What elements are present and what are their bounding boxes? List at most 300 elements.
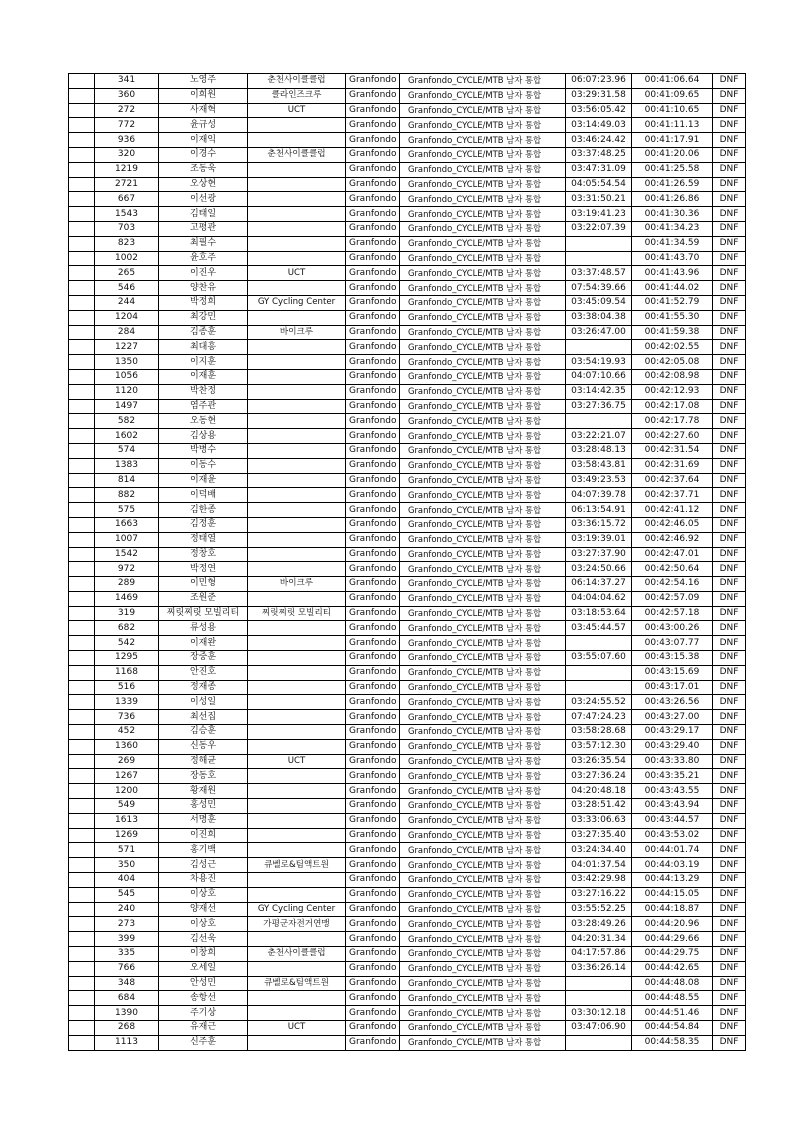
status-cell: DNF xyxy=(713,710,746,725)
table-row xyxy=(69,947,746,962)
team-cell xyxy=(248,843,346,858)
gap-cell: 00:41:44.02 xyxy=(632,281,713,296)
time-cell: 03:24:34.40 xyxy=(566,843,632,858)
time-cell: 06:13:54.91 xyxy=(566,503,632,518)
team-cell xyxy=(248,710,346,725)
bib-cell: 972 xyxy=(95,562,159,577)
gap-cell: 00:42:37.64 xyxy=(632,473,713,488)
bib-cell: 684 xyxy=(95,991,159,1006)
bib-cell: 766 xyxy=(95,961,159,976)
gap-cell: 00:41:43.70 xyxy=(632,251,713,266)
status-cell: DNF xyxy=(713,843,746,858)
bib-cell: 936 xyxy=(95,133,159,148)
bib-cell: 1663 xyxy=(95,517,159,532)
time-cell: 03:26:47.00 xyxy=(566,325,632,340)
course-cell: Granfondo_CYCLE/MTB 남자 통합 xyxy=(400,236,566,251)
rank-cell xyxy=(69,858,95,873)
time-cell: 03:27:36.75 xyxy=(566,399,632,414)
bib-cell: 1350 xyxy=(95,355,159,370)
bib-cell: 272 xyxy=(95,103,159,118)
course-cell: Granfondo_CYCLE/MTB 남자 통합 xyxy=(400,281,566,296)
name-cell: 최대흥 xyxy=(159,340,248,355)
time-cell: 03:26:35.54 xyxy=(566,754,632,769)
rank-cell xyxy=(69,384,95,399)
team-cell: 춘천사이클클럽 xyxy=(248,147,346,162)
rank-cell xyxy=(69,266,95,281)
time-cell: 03:27:36.24 xyxy=(566,769,632,784)
gap-cell: 00:44:29.75 xyxy=(632,947,713,962)
name-cell: 양재선 xyxy=(159,902,248,917)
time-cell: 03:24:50.66 xyxy=(566,562,632,577)
category-cell: Granfondo xyxy=(346,369,400,384)
table-row xyxy=(69,710,746,725)
gap-cell: 00:42:02.55 xyxy=(632,340,713,355)
name-cell: 김상용 xyxy=(159,429,248,444)
course-cell: Granfondo_CYCLE/MTB 남자 통합 xyxy=(400,562,566,577)
table-row xyxy=(69,932,746,947)
status-cell: DNF xyxy=(713,177,746,192)
time-cell: 03:47:31.09 xyxy=(566,162,632,177)
course-cell: Granfondo_CYCLE/MTB 남자 통합 xyxy=(400,310,566,325)
status-cell: DNF xyxy=(713,221,746,236)
table-row xyxy=(69,325,746,340)
table-row xyxy=(69,443,746,458)
time-cell: 03:14:42.35 xyxy=(566,384,632,399)
status-cell: DNF xyxy=(713,799,746,814)
rank-cell xyxy=(69,606,95,621)
course-cell: Granfondo_CYCLE/MTB 남자 통합 xyxy=(400,961,566,976)
team-cell xyxy=(248,369,346,384)
rank-cell xyxy=(69,74,95,89)
gap-cell: 00:44:13.29 xyxy=(632,873,713,888)
time-cell: 04:20:31.34 xyxy=(566,932,632,947)
bib-cell: 1542 xyxy=(95,547,159,562)
course-cell: Granfondo_CYCLE/MTB 남자 통합 xyxy=(400,725,566,740)
time-cell xyxy=(566,340,632,355)
course-cell: Granfondo_CYCLE/MTB 남자 통합 xyxy=(400,473,566,488)
gap-cell: 00:41:20.06 xyxy=(632,147,713,162)
name-cell: 이지훈 xyxy=(159,355,248,370)
category-cell: Granfondo xyxy=(346,991,400,1006)
category-cell: Granfondo xyxy=(346,725,400,740)
team-cell xyxy=(248,532,346,547)
course-cell: Granfondo_CYCLE/MTB 남자 통합 xyxy=(400,88,566,103)
name-cell: 차용진 xyxy=(159,873,248,888)
name-cell: 김승훈 xyxy=(159,725,248,740)
bib-cell: 571 xyxy=(95,843,159,858)
name-cell: 신주훈 xyxy=(159,1035,248,1050)
category-cell: Granfondo xyxy=(346,221,400,236)
gap-cell: 00:43:17.01 xyxy=(632,680,713,695)
time-cell: 03:28:48.13 xyxy=(566,443,632,458)
name-cell: 최필수 xyxy=(159,236,248,251)
category-cell: Granfondo xyxy=(346,1006,400,1021)
bib-cell: 1543 xyxy=(95,207,159,222)
status-cell: DNF xyxy=(713,88,746,103)
time-cell: 03:45:09.54 xyxy=(566,295,632,310)
course-cell: Granfondo_CYCLE/MTB 남자 통합 xyxy=(400,873,566,888)
team-cell xyxy=(248,281,346,296)
status-cell: DNF xyxy=(713,325,746,340)
team-cell xyxy=(248,621,346,636)
status-cell: DNF xyxy=(713,591,746,606)
time-cell: 06:07:23.96 xyxy=(566,74,632,89)
team-cell xyxy=(248,695,346,710)
time-cell: 03:36:26.14 xyxy=(566,961,632,976)
team-cell xyxy=(248,547,346,562)
name-cell: 이동수 xyxy=(159,458,248,473)
category-cell: Granfondo xyxy=(346,429,400,444)
name-cell: 최선집 xyxy=(159,710,248,725)
course-cell: Granfondo_CYCLE/MTB 남자 통합 xyxy=(400,858,566,873)
team-cell xyxy=(248,1035,346,1050)
rank-cell xyxy=(69,414,95,429)
status-cell: DNF xyxy=(713,192,746,207)
bib-cell: 542 xyxy=(95,636,159,651)
category-cell: Granfondo xyxy=(346,325,400,340)
course-cell: Granfondo_CYCLE/MTB 남자 통합 xyxy=(400,799,566,814)
category-cell: Granfondo xyxy=(346,873,400,888)
bib-cell: 1219 xyxy=(95,162,159,177)
bib-cell: 1497 xyxy=(95,399,159,414)
name-cell: 장중훈 xyxy=(159,651,248,666)
course-cell: Granfondo_CYCLE/MTB 남자 통합 xyxy=(400,591,566,606)
bib-cell: 516 xyxy=(95,680,159,695)
status-cell: DNF xyxy=(713,207,746,222)
name-cell: 오동현 xyxy=(159,414,248,429)
status-cell: DNF xyxy=(713,769,746,784)
time-cell: 03:18:53.64 xyxy=(566,606,632,621)
time-cell: 03:37:48.25 xyxy=(566,147,632,162)
course-cell: Granfondo_CYCLE/MTB 남자 통합 xyxy=(400,443,566,458)
status-cell: DNF xyxy=(713,858,746,873)
name-cell: 이상호 xyxy=(159,917,248,932)
rank-cell xyxy=(69,665,95,680)
team-cell: 바이크루 xyxy=(248,325,346,340)
team-cell: 춘천사이클클럽 xyxy=(248,947,346,962)
bib-cell: 1390 xyxy=(95,1006,159,1021)
time-cell: 06:14:37.27 xyxy=(566,577,632,592)
table-row xyxy=(69,399,746,414)
category-cell: Granfondo xyxy=(346,473,400,488)
time-cell: 03:33:06.63 xyxy=(566,813,632,828)
bib-cell: 574 xyxy=(95,443,159,458)
category-cell: Granfondo xyxy=(346,295,400,310)
table-row xyxy=(69,902,746,917)
team-cell xyxy=(248,1006,346,1021)
table-row xyxy=(69,991,746,1006)
gap-cell: 00:42:57.18 xyxy=(632,606,713,621)
rank-cell xyxy=(69,443,95,458)
status-cell: DNF xyxy=(713,74,746,89)
rank-cell xyxy=(69,887,95,902)
name-cell: 유재근 xyxy=(159,1021,248,1036)
gap-cell: 00:44:42.65 xyxy=(632,961,713,976)
time-cell: 03:58:43.81 xyxy=(566,458,632,473)
category-cell: Granfondo xyxy=(346,133,400,148)
status-cell: DNF xyxy=(713,1035,746,1050)
name-cell: 이덕배 xyxy=(159,488,248,503)
table-row xyxy=(69,961,746,976)
status-cell: DNF xyxy=(713,369,746,384)
status-cell: DNF xyxy=(713,355,746,370)
team-cell: 클라인즈크루 xyxy=(248,88,346,103)
course-cell: Granfondo_CYCLE/MTB 남자 통합 xyxy=(400,769,566,784)
gap-cell: 00:43:53.02 xyxy=(632,828,713,843)
category-cell: Granfondo xyxy=(346,310,400,325)
team-cell xyxy=(248,562,346,577)
gap-cell: 00:43:33.80 xyxy=(632,754,713,769)
category-cell: Granfondo xyxy=(346,281,400,296)
time-cell: 03:46:24.42 xyxy=(566,133,632,148)
gap-cell: 00:42:46.92 xyxy=(632,532,713,547)
status-cell: DNF xyxy=(713,399,746,414)
gap-cell: 00:44:18.87 xyxy=(632,902,713,917)
gap-cell: 00:43:15.69 xyxy=(632,665,713,680)
status-cell: DNF xyxy=(713,236,746,251)
time-cell: 03:28:49.26 xyxy=(566,917,632,932)
team-cell xyxy=(248,665,346,680)
status-cell: DNF xyxy=(713,932,746,947)
status-cell: DNF xyxy=(713,695,746,710)
bib-cell: 1613 xyxy=(95,813,159,828)
rank-cell xyxy=(69,162,95,177)
name-cell: 이진우 xyxy=(159,266,248,281)
category-cell: Granfondo xyxy=(346,813,400,828)
gap-cell: 00:42:17.78 xyxy=(632,414,713,429)
team-cell: 바이크루 xyxy=(248,577,346,592)
team-cell xyxy=(248,961,346,976)
rank-cell xyxy=(69,754,95,769)
status-cell: DNF xyxy=(713,902,746,917)
gap-cell: 00:44:15.05 xyxy=(632,887,713,902)
bib-cell: 1295 xyxy=(95,651,159,666)
course-cell: Granfondo_CYCLE/MTB 남자 통합 xyxy=(400,147,566,162)
table-row xyxy=(69,221,746,236)
bib-cell: 823 xyxy=(95,236,159,251)
table-row xyxy=(69,651,746,666)
rank-cell xyxy=(69,873,95,888)
course-cell: Granfondo_CYCLE/MTB 남자 통합 xyxy=(400,355,566,370)
rank-cell xyxy=(69,236,95,251)
team-cell xyxy=(248,873,346,888)
course-cell: Granfondo_CYCLE/MTB 남자 통합 xyxy=(400,503,566,518)
rank-cell xyxy=(69,813,95,828)
name-cell: 윤규성 xyxy=(159,118,248,133)
bib-cell: 1360 xyxy=(95,739,159,754)
category-cell: Granfondo xyxy=(346,932,400,947)
table-row xyxy=(69,577,746,592)
status-cell: DNF xyxy=(713,517,746,532)
category-cell: Granfondo xyxy=(346,118,400,133)
category-cell: Granfondo xyxy=(346,947,400,962)
course-cell: Granfondo_CYCLE/MTB 남자 통합 xyxy=(400,458,566,473)
category-cell: Granfondo xyxy=(346,443,400,458)
rank-cell xyxy=(69,1021,95,1036)
status-cell: DNF xyxy=(713,873,746,888)
table-row xyxy=(69,355,746,370)
status-cell: DNF xyxy=(713,739,746,754)
name-cell: 장동호 xyxy=(159,769,248,784)
bib-cell: 1200 xyxy=(95,784,159,799)
course-cell: Granfondo_CYCLE/MTB 남자 통합 xyxy=(400,103,566,118)
bib-cell: 348 xyxy=(95,976,159,991)
category-cell: Granfondo xyxy=(346,340,400,355)
name-cell: 이경수 xyxy=(159,147,248,162)
course-cell: Granfondo_CYCLE/MTB 남자 통합 xyxy=(400,488,566,503)
bib-cell: 1204 xyxy=(95,310,159,325)
category-cell: Granfondo xyxy=(346,739,400,754)
course-cell: Granfondo_CYCLE/MTB 남자 통합 xyxy=(400,813,566,828)
category-cell: Granfondo xyxy=(346,414,400,429)
rank-cell xyxy=(69,369,95,384)
status-cell: DNF xyxy=(713,429,746,444)
team-cell: GY Cycling Center xyxy=(248,902,346,917)
status-cell: DNF xyxy=(713,295,746,310)
category-cell: Granfondo xyxy=(346,651,400,666)
bib-cell: 399 xyxy=(95,932,159,947)
team-cell: UCT xyxy=(248,1021,346,1036)
rank-cell xyxy=(69,532,95,547)
course-cell: Granfondo_CYCLE/MTB 남자 통합 xyxy=(400,162,566,177)
name-cell: 김한종 xyxy=(159,503,248,518)
gap-cell: 00:41:30.36 xyxy=(632,207,713,222)
rank-cell xyxy=(69,458,95,473)
name-cell: 이재훈 xyxy=(159,369,248,384)
category-cell: Granfondo xyxy=(346,266,400,281)
team-cell: 찌릿찌릿 모빌리티 xyxy=(248,606,346,621)
gap-cell: 00:43:27.00 xyxy=(632,710,713,725)
category-cell: Granfondo xyxy=(346,532,400,547)
team-cell xyxy=(248,828,346,843)
course-cell: Granfondo_CYCLE/MTB 남자 통합 xyxy=(400,295,566,310)
team-cell xyxy=(248,192,346,207)
time-cell: 03:30:12.18 xyxy=(566,1006,632,1021)
table-row xyxy=(69,547,746,562)
team-cell: 큐벨로&팀액트원 xyxy=(248,858,346,873)
status-cell: DNF xyxy=(713,532,746,547)
rank-cell xyxy=(69,192,95,207)
name-cell: 정재종 xyxy=(159,680,248,695)
team-cell xyxy=(248,340,346,355)
bib-cell: 772 xyxy=(95,118,159,133)
status-cell: DNF xyxy=(713,281,746,296)
gap-cell: 00:42:41.12 xyxy=(632,503,713,518)
name-cell: 오상현 xyxy=(159,177,248,192)
rank-cell xyxy=(69,991,95,1006)
name-cell: 사재혁 xyxy=(159,103,248,118)
bib-cell: 1113 xyxy=(95,1035,159,1050)
table-row xyxy=(69,725,746,740)
team-cell xyxy=(248,458,346,473)
status-cell: DNF xyxy=(713,251,746,266)
course-cell: Granfondo_CYCLE/MTB 남자 통합 xyxy=(400,118,566,133)
course-cell: Granfondo_CYCLE/MTB 남자 통합 xyxy=(400,399,566,414)
table-row xyxy=(69,414,746,429)
rank-cell xyxy=(69,429,95,444)
course-cell: Granfondo_CYCLE/MTB 남자 통합 xyxy=(400,251,566,266)
bib-cell: 1383 xyxy=(95,458,159,473)
time-cell xyxy=(566,414,632,429)
time-cell: 04:07:10.66 xyxy=(566,369,632,384)
name-cell: 이재윤 xyxy=(159,473,248,488)
name-cell: 이재익 xyxy=(159,133,248,148)
name-cell: 조원준 xyxy=(159,591,248,606)
status-cell: DNF xyxy=(713,813,746,828)
name-cell: 신동우 xyxy=(159,739,248,754)
name-cell: 홍성민 xyxy=(159,799,248,814)
bib-cell: 1602 xyxy=(95,429,159,444)
team-cell xyxy=(248,236,346,251)
table-row xyxy=(69,828,746,843)
team-cell xyxy=(248,355,346,370)
gap-cell: 00:41:34.59 xyxy=(632,236,713,251)
team-cell xyxy=(248,488,346,503)
table-row xyxy=(69,532,746,547)
bib-cell: 341 xyxy=(95,74,159,89)
gap-cell: 00:44:58.35 xyxy=(632,1035,713,1050)
table-row xyxy=(69,606,746,621)
team-cell xyxy=(248,799,346,814)
time-cell: 04:20:48.18 xyxy=(566,784,632,799)
time-cell: 04:05:54.54 xyxy=(566,177,632,192)
course-cell: Granfondo_CYCLE/MTB 남자 통합 xyxy=(400,710,566,725)
name-cell: 이성일 xyxy=(159,695,248,710)
status-cell: DNF xyxy=(713,680,746,695)
table-row xyxy=(69,473,746,488)
course-cell: Granfondo_CYCLE/MTB 남자 통합 xyxy=(400,680,566,695)
gap-cell: 00:41:09.65 xyxy=(632,88,713,103)
category-cell: Granfondo xyxy=(346,207,400,222)
time-cell: 03:27:16.22 xyxy=(566,887,632,902)
course-cell: Granfondo_CYCLE/MTB 남자 통합 xyxy=(400,621,566,636)
status-cell: DNF xyxy=(713,443,746,458)
bib-cell: 1227 xyxy=(95,340,159,355)
gap-cell: 00:41:59.38 xyxy=(632,325,713,340)
team-cell xyxy=(248,503,346,518)
bib-cell: 319 xyxy=(95,606,159,621)
course-cell: Granfondo_CYCLE/MTB 남자 통합 xyxy=(400,695,566,710)
status-cell: DNF xyxy=(713,266,746,281)
bib-cell: 452 xyxy=(95,725,159,740)
gap-cell: 00:42:37.71 xyxy=(632,488,713,503)
category-cell: Granfondo xyxy=(346,88,400,103)
time-cell: 03:27:37.90 xyxy=(566,547,632,562)
table-row xyxy=(69,310,746,325)
time-cell: 03:19:41.23 xyxy=(566,207,632,222)
status-cell: DNF xyxy=(713,887,746,902)
rank-cell xyxy=(69,769,95,784)
rank-cell xyxy=(69,1006,95,1021)
category-cell: Granfondo xyxy=(346,769,400,784)
time-cell: 03:58:28.68 xyxy=(566,725,632,740)
team-cell xyxy=(248,251,346,266)
course-cell: Granfondo_CYCLE/MTB 남자 통합 xyxy=(400,606,566,621)
category-cell: Granfondo xyxy=(346,103,400,118)
time-cell: 03:45:44.57 xyxy=(566,621,632,636)
status-cell: DNF xyxy=(713,1006,746,1021)
course-cell: Granfondo_CYCLE/MTB 남자 통합 xyxy=(400,177,566,192)
team-cell xyxy=(248,443,346,458)
table-row xyxy=(69,887,746,902)
category-cell: Granfondo xyxy=(346,251,400,266)
time-cell: 03:24:55.52 xyxy=(566,695,632,710)
bib-cell: 240 xyxy=(95,902,159,917)
table-row xyxy=(69,266,746,281)
gap-cell: 00:41:55.30 xyxy=(632,310,713,325)
table-row xyxy=(69,591,746,606)
course-cell: Granfondo_CYCLE/MTB 남자 통합 xyxy=(400,207,566,222)
